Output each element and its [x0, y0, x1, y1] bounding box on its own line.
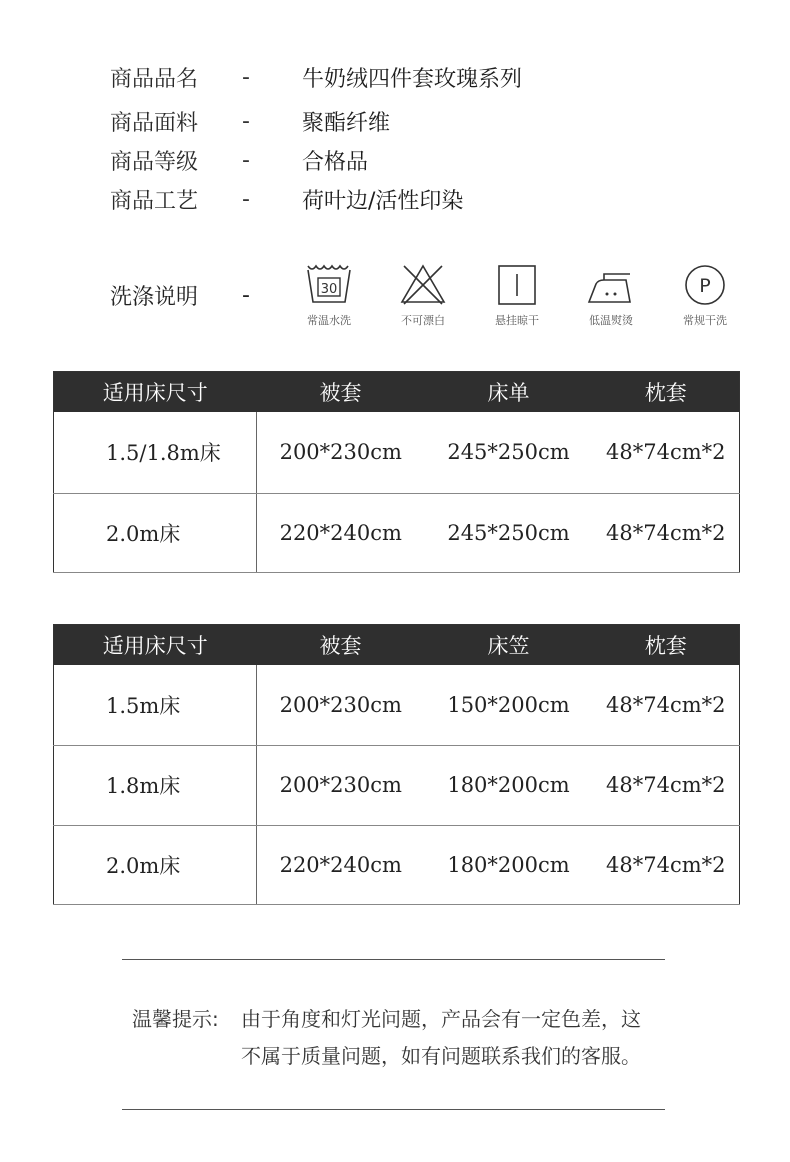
table-header-row: [54, 625, 740, 666]
wash-row: [110, 262, 752, 328]
cell-fitted-sheet: 150*200cm: [425, 665, 593, 745]
header-duvet: 被套: [257, 625, 425, 666]
care-caption: 常温水洗: [307, 314, 351, 327]
info-label: 商品面料: [110, 111, 199, 136]
care-caption: 常规干洗: [683, 314, 727, 327]
dryclean-letter: P: [699, 275, 711, 297]
low-iron-icon: [586, 262, 636, 308]
hang-dry-icon: [492, 262, 542, 308]
separator: -: [242, 109, 250, 134]
table-row: [54, 412, 740, 493]
separator: -: [242, 65, 250, 90]
cell-pillowcase: 48*74cm*2: [593, 493, 740, 572]
header-fitted-sheet: 床笠: [425, 625, 593, 666]
wash-temp-text: 30: [320, 282, 338, 297]
no-bleach-icon: [398, 262, 448, 308]
cell-fitted-sheet: 180*200cm: [425, 825, 593, 904]
cell-bed-size: 1.5/1.8m床: [54, 412, 257, 493]
care-item-bleach: [376, 262, 470, 328]
info-row-name: [110, 62, 522, 93]
table-row: [54, 825, 740, 904]
header-bed-size: 适用床尺寸: [54, 372, 257, 413]
header-pillowcase: 枕套: [593, 625, 740, 666]
cell-pillowcase: 48*74cm*2: [593, 665, 740, 745]
dry-clean-p-icon: [680, 262, 730, 308]
tip-text-line1: 由于角度和灯光问题，产品会有一定色差，这: [241, 1007, 641, 1031]
info-value: 牛奶绒四件套玫瑰系列: [302, 67, 523, 92]
table-row: [54, 665, 740, 745]
wash-label: 洗涤说明: [110, 284, 199, 310]
cell-sheet: 245*250cm: [425, 493, 593, 572]
info-row-fabric: [110, 106, 390, 137]
info-label: 商品等级: [110, 150, 199, 175]
cell-bed-size: 2.0m床: [54, 825, 257, 904]
care-caption: 不可漂白: [401, 314, 445, 327]
table-row: [54, 745, 740, 825]
separator: -: [242, 282, 250, 308]
care-item-hang: [470, 262, 564, 328]
cell-bed-size: 1.8m床: [54, 745, 257, 825]
separator: -: [242, 148, 250, 173]
cell-duvet: 200*230cm: [257, 745, 425, 825]
info-value: 聚酯纤维: [302, 111, 391, 136]
header-pillowcase: 枕套: [593, 372, 740, 413]
size-table-sheet: [53, 371, 740, 573]
info-row-grade: [110, 145, 368, 176]
header-bed-size: 适用床尺寸: [54, 625, 257, 666]
tip-text-line2: 不属于质量问题，如有问题联系我们的客服。: [241, 1044, 641, 1068]
cell-bed-size: 1.5m床: [54, 665, 257, 745]
cell-pillowcase: 48*74cm*2: [593, 825, 740, 904]
info-label: 商品工艺: [110, 189, 199, 214]
care-caption: 悬挂晾干: [495, 314, 539, 327]
size-table-fitted: [53, 624, 740, 905]
care-item-dryclean: [658, 262, 752, 328]
header-sheet: 床单: [425, 372, 593, 413]
cell-fitted-sheet: 180*200cm: [425, 745, 593, 825]
cell-pillowcase: 48*74cm*2: [593, 412, 740, 493]
cell-sheet: 245*250cm: [425, 412, 593, 493]
care-caption: 低温熨烫: [589, 314, 633, 327]
divider-bottom: [122, 1109, 665, 1110]
tip-label: 温馨提示:: [132, 1007, 219, 1031]
cell-pillowcase: 48*74cm*2: [593, 745, 740, 825]
cell-duvet: 220*240cm: [257, 493, 425, 572]
table-row: [54, 493, 740, 572]
care-icons: [282, 262, 752, 328]
separator: -: [242, 187, 250, 212]
info-row-craft: [110, 184, 463, 215]
cell-duvet: 200*230cm: [257, 412, 425, 493]
header-duvet: 被套: [257, 372, 425, 413]
cell-duvet: 220*240cm: [257, 825, 425, 904]
info-value: 荷叶边/活性印染: [302, 189, 464, 214]
info-value: 合格品: [302, 150, 369, 175]
wash-30-icon: [304, 262, 354, 308]
divider-top: [122, 959, 665, 960]
care-item-wash: [282, 262, 376, 328]
table-header-row: [54, 372, 740, 413]
care-item-iron: [564, 262, 658, 328]
cell-duvet: 200*230cm: [257, 665, 425, 745]
cell-bed-size: 2.0m床: [54, 493, 257, 572]
info-label: 商品品名: [110, 67, 199, 92]
